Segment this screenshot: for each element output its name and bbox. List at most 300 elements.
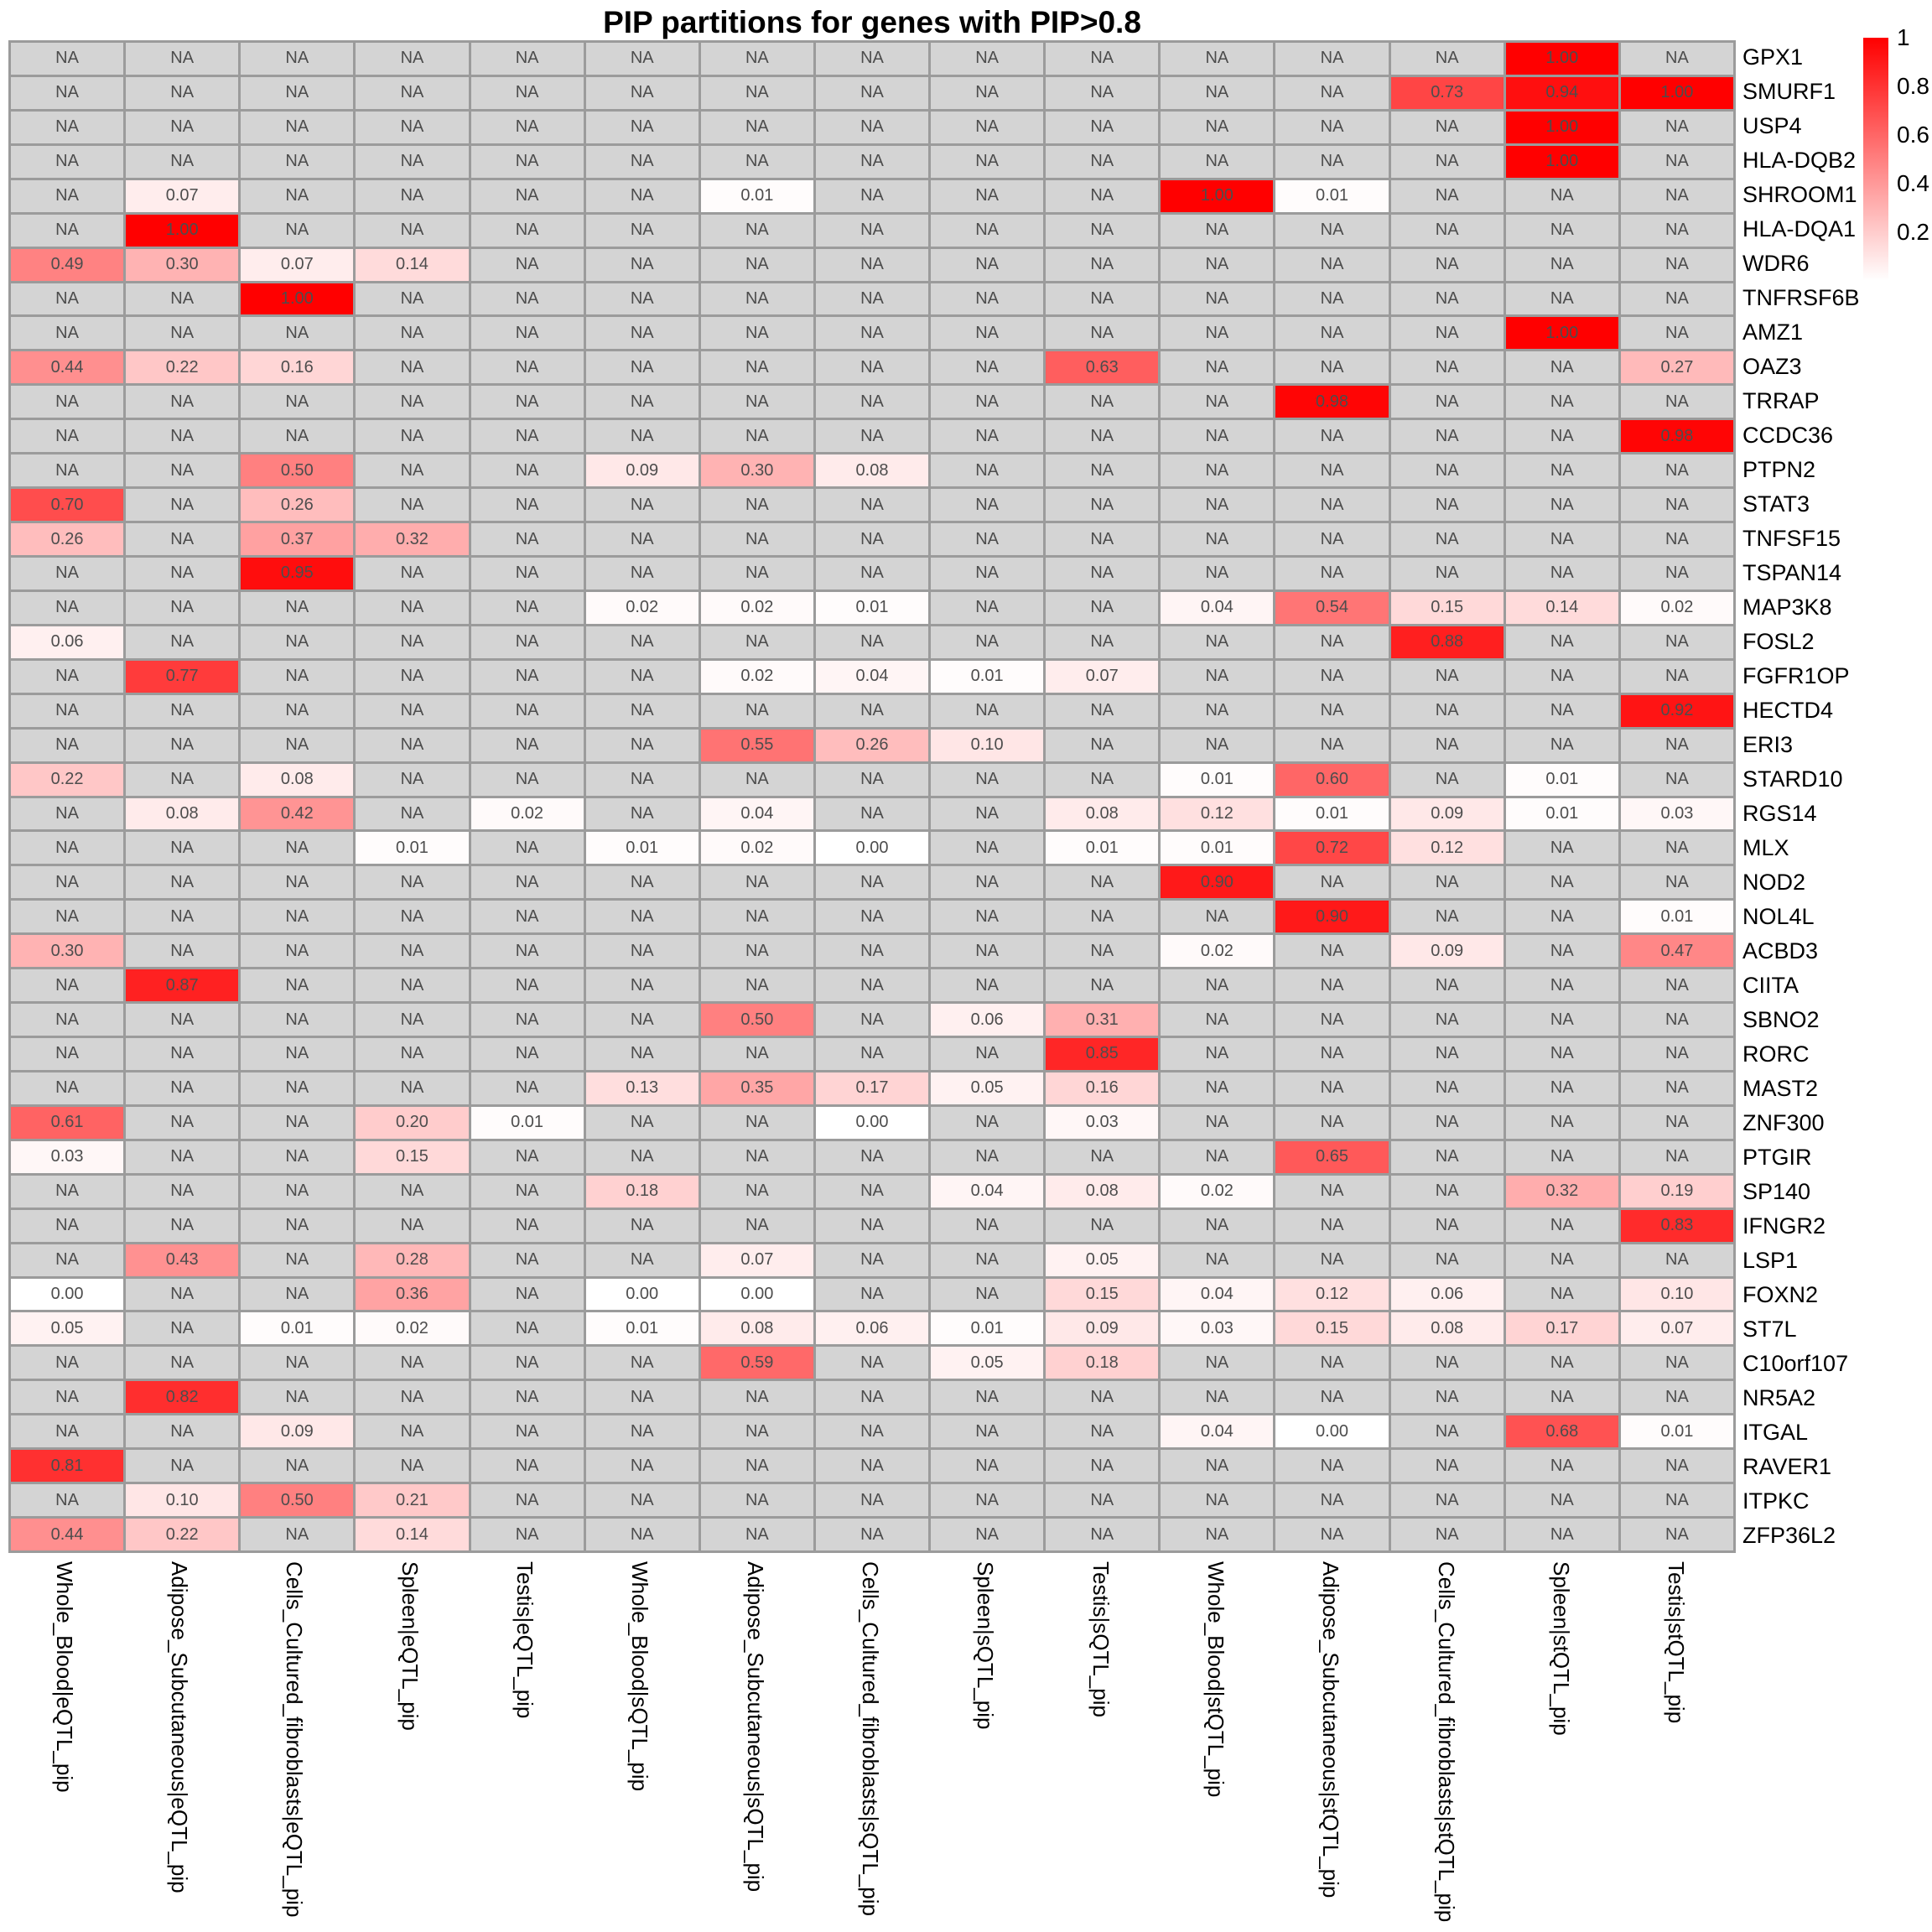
heatmap-cell: NA [816, 1141, 928, 1173]
heatmap-cell: NA [1161, 969, 1273, 1001]
heatmap-cell: 0.01 [1621, 1415, 1733, 1447]
heatmap-cell: 0.82 [126, 1381, 238, 1413]
heatmap-cell: NA [126, 489, 238, 521]
heatmap-cell: 0.09 [1391, 798, 1504, 830]
heatmap-cell: NA [471, 969, 584, 1001]
column-label: Spleen|eQTL_pip [397, 1561, 423, 1731]
heatmap-cell: NA [701, 1415, 813, 1447]
heatmap-cell: NA [126, 764, 238, 796]
heatmap-cell: 0.00 [816, 832, 928, 864]
heatmap-cell: 0.22 [11, 764, 123, 796]
row-label: FOXN2 [1742, 1282, 1819, 1307]
heatmap-cell: NA [931, 935, 1043, 967]
row-label: ITPKC [1742, 1488, 1810, 1514]
heatmap-cell: NA [471, 1381, 584, 1413]
heatmap-cell: NA [586, 1347, 699, 1379]
heatmap-cell: NA [1275, 661, 1388, 693]
heatmap-cell: NA [1391, 1141, 1504, 1173]
row-label: C10orf107 [1742, 1351, 1849, 1376]
heatmap-cell: NA [1506, 901, 1618, 932]
column-label: Cells_Cultured_fibroblasts|eQTL_pip [282, 1561, 308, 1918]
heatmap-cell: NA [931, 1484, 1043, 1516]
heatmap-cell: NA [586, 1450, 699, 1482]
heatmap-cell: NA [1621, 180, 1733, 212]
heatmap-cell: NA [1275, 249, 1388, 281]
heatmap-cell: NA [701, 1450, 813, 1482]
heatmap-cell: NA [356, 764, 468, 796]
heatmap-cell: NA [1391, 112, 1504, 143]
heatmap-cell: NA [1506, 283, 1618, 315]
heatmap-cell: NA [1621, 386, 1733, 418]
heatmap-cell: NA [356, 386, 468, 418]
heatmap-cell: NA [586, 969, 699, 1001]
heatmap-cell: NA [356, 1038, 468, 1070]
heatmap-cell: NA [701, 112, 813, 143]
heatmap-cell: NA [1391, 1107, 1504, 1139]
heatmap-cell: NA [586, 866, 699, 898]
heatmap-cell: NA [931, 866, 1043, 898]
heatmap-cell: NA [471, 1141, 584, 1173]
heatmap-cell: NA [1391, 1004, 1504, 1036]
heatmap-cell: NA [1046, 112, 1158, 143]
heatmap-cell: 0.15 [1391, 592, 1504, 624]
heatmap-cell: NA [471, 1244, 584, 1276]
heatmap-cell: 0.92 [1621, 695, 1733, 727]
heatmap-cell: 0.12 [1275, 1279, 1388, 1311]
heatmap-cell: NA [241, 112, 353, 143]
heatmap-cell: 0.61 [11, 1107, 123, 1139]
heatmap-cell: NA [126, 1176, 238, 1208]
heatmap-cell: NA [701, 1484, 813, 1516]
heatmap-cell: NA [241, 1004, 353, 1036]
heatmap-cell: NA [701, 695, 813, 727]
heatmap-cell: NA [701, 351, 813, 383]
heatmap-cell: 0.07 [1621, 1312, 1733, 1344]
heatmap-cell: NA [11, 283, 123, 315]
heatmap-cell: NA [931, 283, 1043, 315]
heatmap-cell: NA [701, 626, 813, 658]
heatmap-cell: NA [1391, 901, 1504, 932]
row-label: RAVER1 [1742, 1454, 1832, 1479]
heatmap-cell: NA [126, 866, 238, 898]
heatmap-cell: NA [586, 764, 699, 796]
heatmap-cell: NA [126, 558, 238, 589]
heatmap-cell: NA [1046, 489, 1158, 521]
heatmap-cell: 0.20 [356, 1107, 468, 1139]
heatmap-cell: NA [1506, 866, 1618, 898]
heatmap-cell: NA [241, 146, 353, 178]
heatmap-cell: NA [1391, 420, 1504, 452]
heatmap-cell: 0.06 [11, 626, 123, 658]
heatmap-cell: NA [931, 1279, 1043, 1311]
heatmap-cell: NA [471, 489, 584, 521]
heatmap-cell: 0.10 [931, 730, 1043, 761]
heatmap-cell: NA [356, 730, 468, 761]
heatmap-cell: NA [1161, 626, 1273, 658]
heatmap-cell: NA [1621, 317, 1733, 349]
heatmap-cell: NA [1621, 112, 1733, 143]
heatmap-cell: 0.01 [241, 1312, 353, 1344]
colorbar-tick-label: 0.6 [1897, 122, 1929, 148]
row-label: ITGAL [1742, 1420, 1809, 1445]
heatmap-cell: NA [1621, 215, 1733, 247]
heatmap-cell: 0.01 [586, 832, 699, 864]
heatmap-cell: NA [11, 661, 123, 693]
row-label: GPX1 [1742, 44, 1804, 70]
heatmap-cell: NA [241, 901, 353, 932]
heatmap-cell: NA [471, 1038, 584, 1070]
heatmap-cell: 1.00 [1621, 77, 1733, 109]
heatmap-cell: 0.08 [1046, 1176, 1158, 1208]
heatmap-cell: NA [1161, 489, 1273, 521]
heatmap-cell: NA [701, 866, 813, 898]
heatmap-cell: NA [1046, 215, 1158, 247]
row-label: RORC [1742, 1041, 1810, 1067]
heatmap-cell: NA [241, 1381, 353, 1413]
heatmap-cell: NA [1391, 180, 1504, 212]
heatmap-cell: 0.01 [931, 661, 1043, 693]
heatmap-cell: NA [471, 1519, 584, 1550]
heatmap-cell: NA [11, 215, 123, 247]
heatmap-cell: NA [241, 866, 353, 898]
heatmap-cell: NA [1391, 730, 1504, 761]
heatmap-cell: 0.90 [1275, 901, 1388, 932]
heatmap-cell: NA [356, 1347, 468, 1379]
heatmap-cell: NA [1275, 283, 1388, 315]
heatmap-cell: NA [1161, 112, 1273, 143]
heatmap-cell: NA [126, 1450, 238, 1482]
heatmap-cell: NA [1391, 661, 1504, 693]
heatmap-cell: NA [701, 558, 813, 589]
heatmap-cell: NA [701, 901, 813, 932]
heatmap-cell: NA [471, 420, 584, 452]
heatmap-cell: NA [126, 901, 238, 932]
heatmap-cell: NA [1506, 1484, 1618, 1516]
heatmap-cell: NA [586, 386, 699, 418]
heatmap-cell: NA [931, 1519, 1043, 1550]
heatmap-cell: NA [1046, 1484, 1158, 1516]
heatmap-cell: 0.85 [1046, 1038, 1158, 1070]
heatmap-cell: 0.01 [1275, 180, 1388, 212]
heatmap-cell: NA [126, 420, 238, 452]
heatmap-cell: NA [11, 1176, 123, 1208]
heatmap-cell: NA [1161, 77, 1273, 109]
heatmap-cell: NA [1046, 454, 1158, 486]
heatmap-cell: NA [126, 1141, 238, 1173]
heatmap-cell: NA [126, 1279, 238, 1311]
heatmap-cell: NA [1161, 901, 1273, 932]
heatmap-cell: 0.01 [1506, 798, 1618, 830]
heatmap-cell: 0.03 [11, 1141, 123, 1173]
heatmap-cell: NA [701, 146, 813, 178]
heatmap-cell: NA [931, 969, 1043, 1001]
heatmap-cell: NA [126, 317, 238, 349]
heatmap-cell: NA [931, 112, 1043, 143]
row-label: PTGIR [1742, 1145, 1812, 1170]
heatmap-cell: NA [471, 866, 584, 898]
heatmap-cell: 0.02 [356, 1312, 468, 1344]
heatmap-cell: 1.00 [241, 283, 353, 315]
heatmap-cell: NA [1621, 626, 1733, 658]
heatmap-cell: NA [586, 730, 699, 761]
heatmap-cell: 1.00 [1506, 43, 1618, 75]
heatmap-cell: NA [356, 866, 468, 898]
heatmap-cell: NA [471, 1004, 584, 1036]
heatmap-cell: NA [1275, 146, 1388, 178]
heatmap-cell: NA [11, 386, 123, 418]
heatmap-cell: 0.02 [701, 832, 813, 864]
heatmap-cell: NA [1506, 454, 1618, 486]
row-label: ZFP36L2 [1742, 1523, 1836, 1548]
heatmap-cell: NA [1391, 489, 1504, 521]
heatmap-cell: NA [471, 730, 584, 761]
heatmap-cell: NA [126, 146, 238, 178]
heatmap-cell: NA [126, 1312, 238, 1344]
heatmap-cell: NA [1275, 866, 1388, 898]
heatmap-cell: NA [701, 764, 813, 796]
heatmap-cell: NA [931, 317, 1043, 349]
heatmap-cell: NA [816, 317, 928, 349]
heatmap-cell: NA [1046, 1415, 1158, 1447]
heatmap-cell: NA [816, 1415, 928, 1447]
heatmap-cell: NA [356, 1210, 468, 1242]
heatmap-cell: NA [1046, 249, 1158, 281]
heatmap-cell: NA [1391, 523, 1504, 555]
heatmap-cell: NA [241, 832, 353, 864]
heatmap-cell: NA [1275, 77, 1388, 109]
row-label: ACBD3 [1742, 938, 1819, 963]
heatmap-cell: 0.04 [1161, 592, 1273, 624]
heatmap-cell: 0.73 [1391, 77, 1504, 109]
heatmap-cell: NA [356, 661, 468, 693]
heatmap-cell: NA [356, 1004, 468, 1036]
heatmap-cell: NA [1391, 1244, 1504, 1276]
row-label: NOL4L [1742, 904, 1815, 929]
heatmap-cell: NA [241, 1279, 353, 1311]
heatmap-cell: 0.08 [241, 764, 353, 796]
heatmap-cell: NA [1506, 695, 1618, 727]
heatmap-cell: NA [1391, 1381, 1504, 1413]
heatmap-cell: NA [471, 832, 584, 864]
heatmap-cell: NA [356, 489, 468, 521]
heatmap-cell: NA [1161, 1519, 1273, 1550]
heatmap-cell: NA [241, 215, 353, 247]
heatmap-cell: NA [1161, 249, 1273, 281]
heatmap-cell: NA [1621, 1141, 1733, 1173]
heatmap-cell: NA [816, 283, 928, 315]
row-label: HLA-DQA1 [1742, 216, 1857, 242]
heatmap-cell: 0.17 [1506, 1312, 1618, 1344]
heatmap-cell: NA [1506, 489, 1618, 521]
heatmap-cell: NA [126, 832, 238, 864]
heatmap-cell: NA [471, 1450, 584, 1482]
heatmap-cell: NA [471, 283, 584, 315]
heatmap-cell: NA [931, 43, 1043, 75]
heatmap-cell: NA [1391, 969, 1504, 1001]
heatmap-cell: NA [931, 523, 1043, 555]
heatmap-cell: NA [1506, 1038, 1618, 1070]
heatmap-cell: NA [126, 283, 238, 315]
row-label: NOD2 [1742, 870, 1806, 895]
heatmap-cell: NA [1621, 969, 1733, 1001]
heatmap-cell: 0.02 [1621, 592, 1733, 624]
heatmap-cell: NA [241, 592, 353, 624]
heatmap-cell: NA [126, 626, 238, 658]
heatmap-cell: NA [471, 1176, 584, 1208]
heatmap-cell: NA [1621, 558, 1733, 589]
heatmap-cell: NA [356, 695, 468, 727]
heatmap-cell: 0.15 [1275, 1312, 1388, 1344]
heatmap-cell: NA [1391, 1176, 1504, 1208]
heatmap-cell: 0.26 [11, 523, 123, 555]
heatmap-cell: NA [1621, 1484, 1733, 1516]
heatmap-cell: NA [701, 1381, 813, 1413]
heatmap-cell: NA [816, 866, 928, 898]
heatmap-cell: 0.00 [701, 1279, 813, 1311]
heatmap-cell: NA [241, 1176, 353, 1208]
heatmap-cell: NA [931, 420, 1043, 452]
heatmap-cell: NA [1391, 1210, 1504, 1242]
heatmap-cell: 0.68 [1506, 1415, 1618, 1447]
heatmap-cell: NA [931, 1210, 1043, 1242]
heatmap-cell: NA [1275, 43, 1388, 75]
heatmap-cell: NA [1506, 1107, 1618, 1139]
heatmap-cell: NA [1275, 454, 1388, 486]
heatmap-cell: NA [126, 77, 238, 109]
heatmap-cell: NA [931, 489, 1043, 521]
heatmap-cell: NA [1046, 866, 1158, 898]
heatmap-cell: 0.47 [1621, 935, 1733, 967]
heatmap-cell: NA [1161, 215, 1273, 247]
heatmap-cell: NA [816, 1279, 928, 1311]
heatmap-cell: NA [356, 1176, 468, 1208]
heatmap-cell: NA [931, 798, 1043, 830]
heatmap-cell: 0.06 [931, 1004, 1043, 1036]
heatmap-cell: NA [126, 935, 238, 967]
heatmap-cell: NA [1161, 730, 1273, 761]
heatmap-cell: 0.10 [126, 1484, 238, 1516]
row-label: MAP3K8 [1742, 595, 1832, 620]
heatmap-cell: 0.02 [1161, 935, 1273, 967]
heatmap-cell: NA [816, 764, 928, 796]
heatmap-cell: NA [701, 249, 813, 281]
heatmap-cell: NA [816, 1210, 928, 1242]
heatmap-cell: NA [1506, 1072, 1618, 1104]
row-label: SBNO2 [1742, 1007, 1820, 1032]
heatmap-cell: NA [931, 351, 1043, 383]
heatmap-cell: NA [471, 249, 584, 281]
heatmap-cell: NA [1161, 695, 1273, 727]
heatmap-cell: 0.14 [356, 1519, 468, 1550]
heatmap-cell: NA [471, 695, 584, 727]
heatmap-cell: NA [816, 180, 928, 212]
colorbar-gradient [1863, 38, 1888, 281]
heatmap-cell: NA [586, 1415, 699, 1447]
heatmap-cell: 0.15 [356, 1141, 468, 1173]
heatmap-cell: NA [1391, 249, 1504, 281]
heatmap-cell: 0.07 [1046, 661, 1158, 693]
heatmap-cell: NA [356, 146, 468, 178]
heatmap-cell: 0.28 [356, 1244, 468, 1276]
column-label: Adipose_Subcutaneous|sQTL_pip [742, 1561, 768, 1893]
column-label: Cells_Cultured_fibroblasts|stQTL_pip [1433, 1561, 1459, 1923]
column-label: Testis|eQTL_pip [512, 1561, 538, 1719]
heatmap-cell: NA [11, 969, 123, 1001]
heatmap-cell: NA [586, 1381, 699, 1413]
heatmap-cell: NA [1046, 1141, 1158, 1173]
heatmap-cell: NA [701, 386, 813, 418]
heatmap-cell: NA [586, 317, 699, 349]
heatmap-cell: NA [1391, 1347, 1504, 1379]
heatmap-cell: 0.12 [1161, 798, 1273, 830]
heatmap-cell: NA [1161, 283, 1273, 315]
heatmap-cell: NA [356, 1072, 468, 1104]
heatmap-cell: NA [701, 1107, 813, 1139]
row-label: OAZ3 [1742, 354, 1802, 379]
heatmap-cell: NA [471, 454, 584, 486]
heatmap-cell: NA [1046, 1519, 1158, 1550]
heatmap-cell: 0.02 [586, 592, 699, 624]
heatmap-cell: 0.98 [1275, 386, 1388, 418]
heatmap-cell: NA [701, 489, 813, 521]
heatmap-cell: 0.14 [1506, 592, 1618, 624]
heatmap-cell: NA [1275, 1072, 1388, 1104]
heatmap-cell: NA [241, 1210, 353, 1242]
row-label: RGS14 [1742, 801, 1817, 826]
heatmap-cell: NA [586, 523, 699, 555]
heatmap-cell: NA [1506, 420, 1618, 452]
heatmap-cell: NA [1621, 249, 1733, 281]
heatmap-cell: NA [816, 935, 928, 967]
heatmap-cell: NA [471, 626, 584, 658]
heatmap-cell: NA [816, 626, 928, 658]
heatmap-cell: NA [1621, 43, 1733, 75]
heatmap-cell: NA [1275, 1107, 1388, 1139]
heatmap-cell: NA [1275, 935, 1388, 967]
heatmap-cell: NA [701, 1176, 813, 1208]
heatmap-cell: 0.18 [1046, 1347, 1158, 1379]
heatmap-cell: NA [356, 1415, 468, 1447]
heatmap-cell: NA [816, 1484, 928, 1516]
heatmap-cell: 0.01 [1161, 764, 1273, 796]
heatmap-cell: NA [1621, 1072, 1733, 1104]
heatmap-cell: 0.50 [241, 454, 353, 486]
heatmap-cell: NA [586, 215, 699, 247]
heatmap-cell: 0.59 [701, 1347, 813, 1379]
heatmap-cell: NA [1161, 523, 1273, 555]
heatmap-cell: NA [1621, 489, 1733, 521]
heatmap-cell: NA [931, 1244, 1043, 1276]
heatmap-cell: NA [816, 695, 928, 727]
heatmap-cell: NA [1391, 386, 1504, 418]
colorbar-tick-label: 1 [1897, 24, 1910, 50]
heatmap-cell: NA [11, 1484, 123, 1516]
heatmap-cell: NA [1046, 935, 1158, 967]
heatmap-cell: NA [11, 592, 123, 624]
row-label: STAT3 [1742, 491, 1810, 517]
heatmap-cell: NA [816, 901, 928, 932]
heatmap-cell: NA [701, 215, 813, 247]
heatmap-cell: NA [586, 43, 699, 75]
heatmap-cell: NA [701, 969, 813, 1001]
heatmap-cell: 0.77 [126, 661, 238, 693]
heatmap-cell: NA [931, 1141, 1043, 1173]
heatmap-cell: NA [356, 626, 468, 658]
heatmap-cell: NA [11, 317, 123, 349]
heatmap-cell: NA [586, 1484, 699, 1516]
heatmap-cell: NA [471, 386, 584, 418]
heatmap-cell: 0.04 [931, 1176, 1043, 1208]
